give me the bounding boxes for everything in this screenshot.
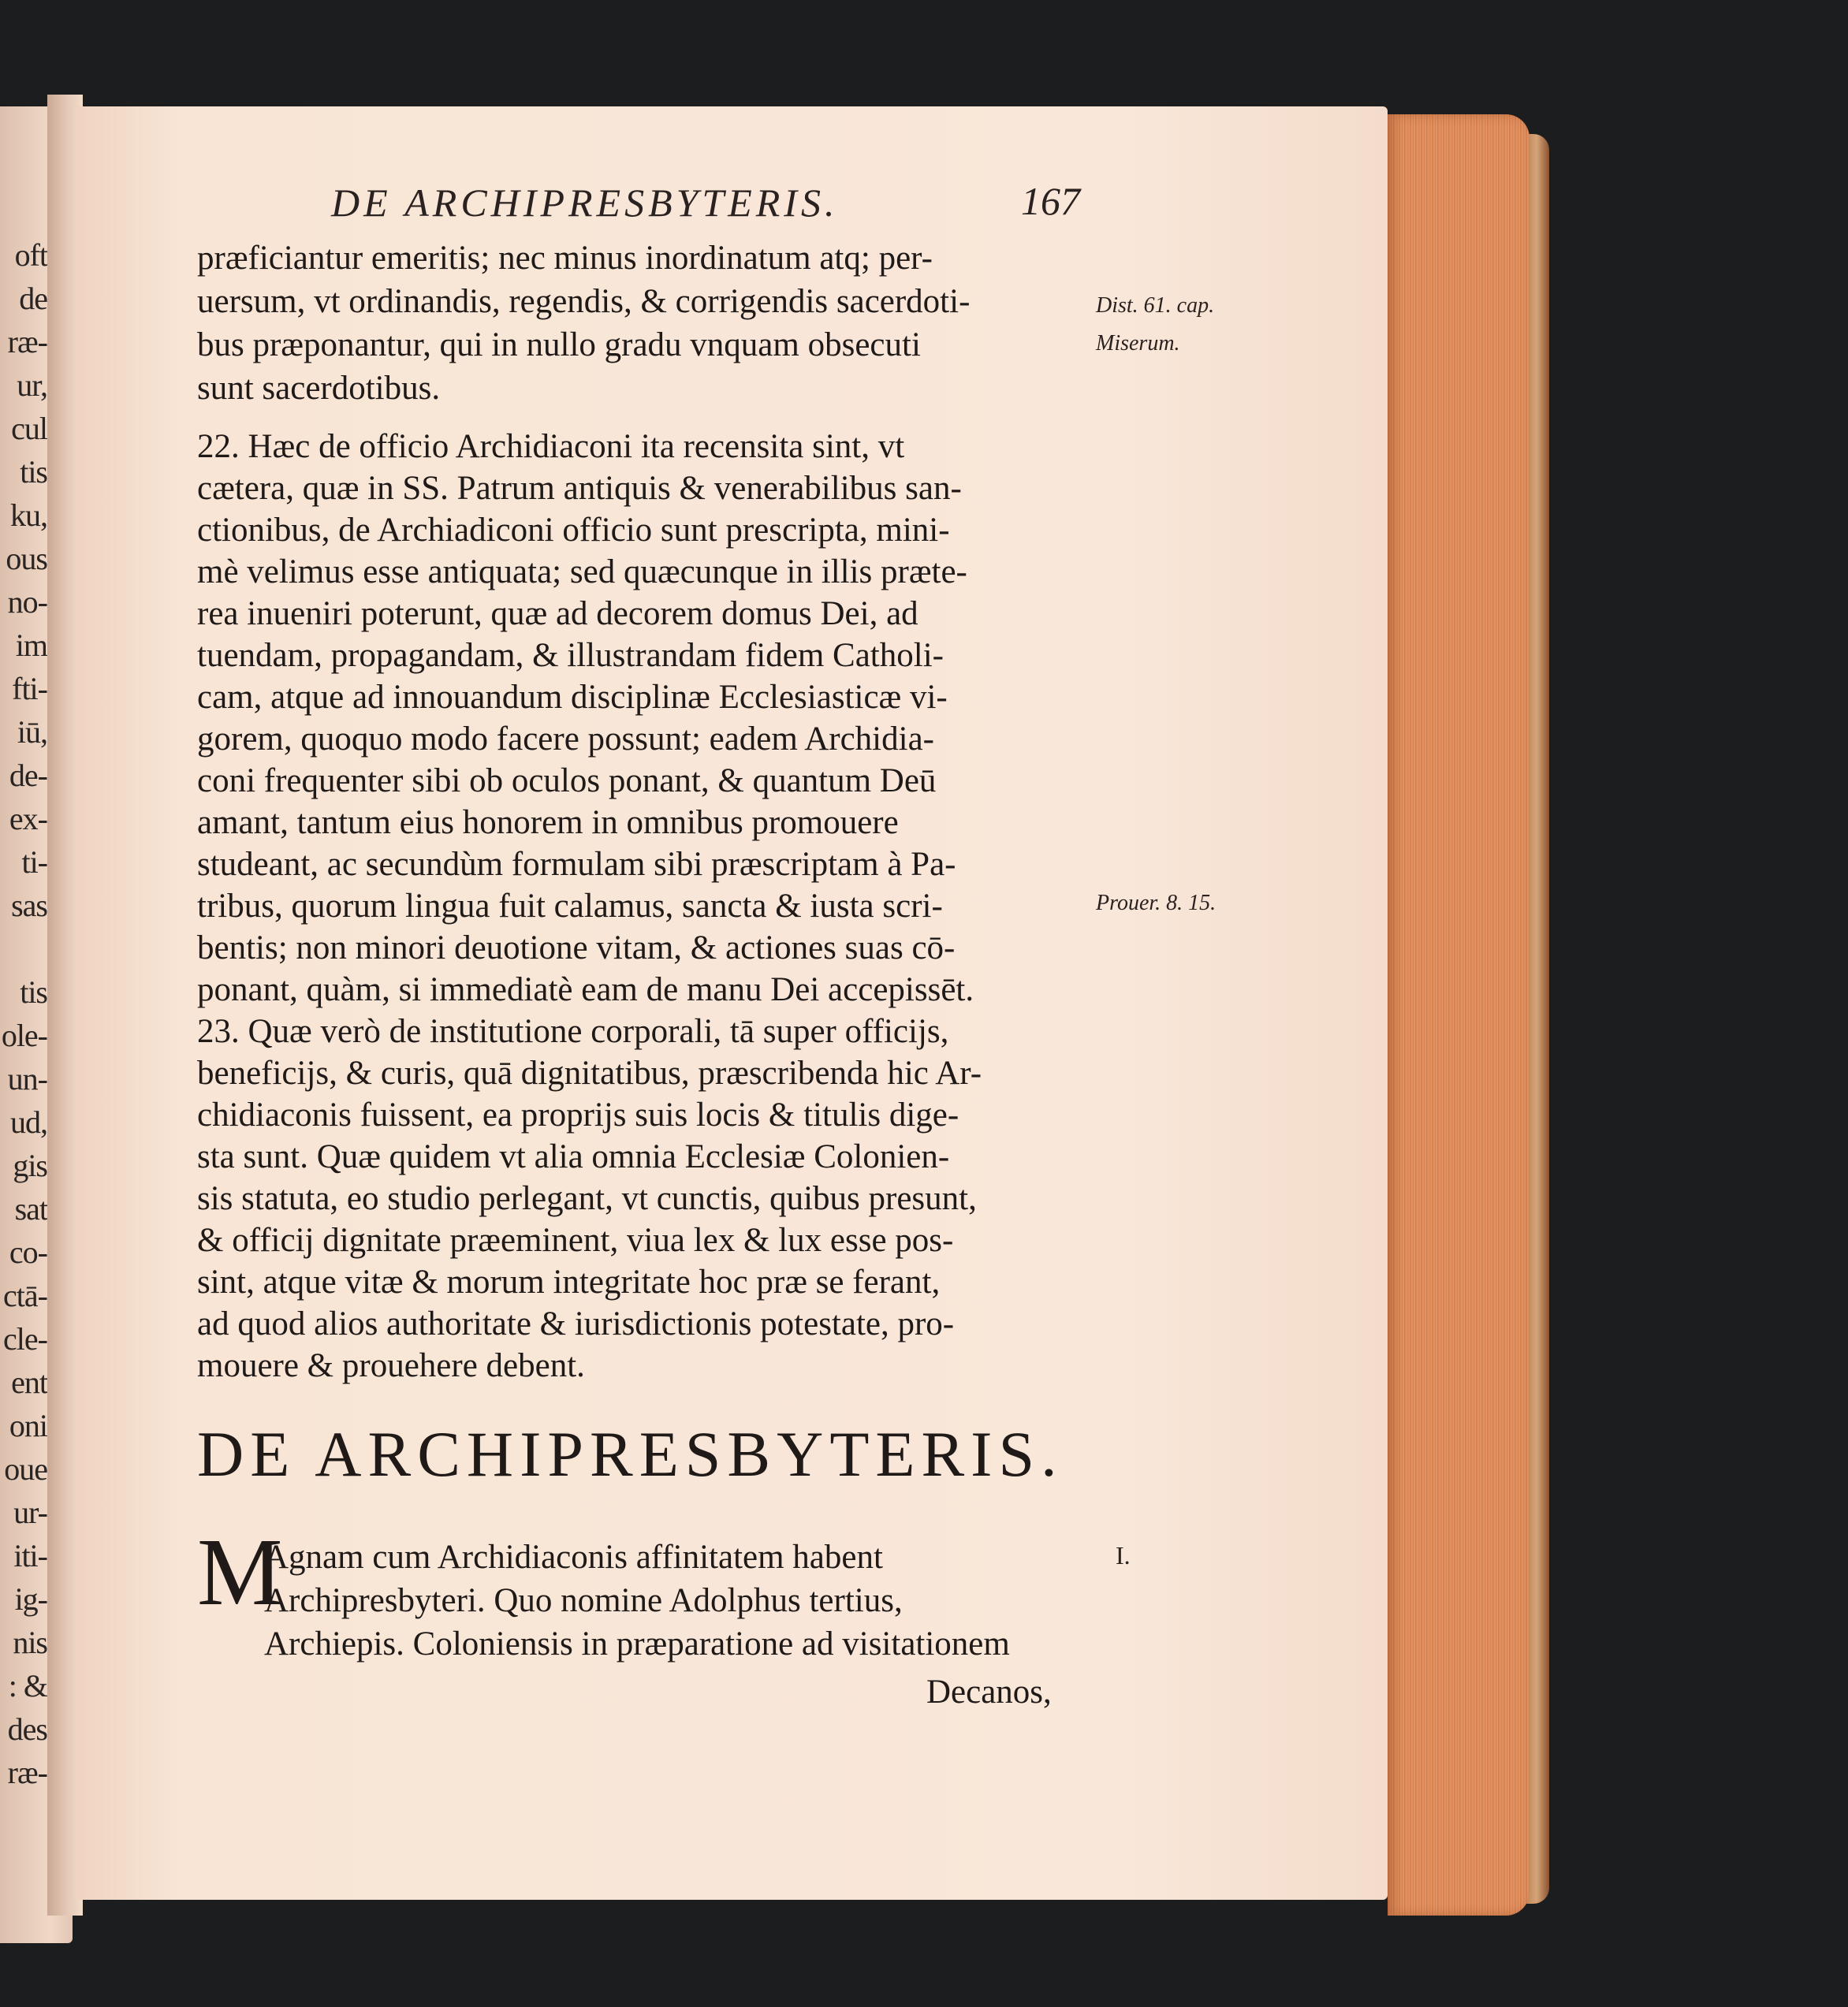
section-title: DE ARCHIPRESBYTERIS.: [197, 1418, 1064, 1490]
text-line: amant, tantum eius honorem in omnibus promouere: [197, 804, 899, 841]
left-page-fragment: co-: [9, 1234, 47, 1270]
left-page-fragment: sat: [14, 1191, 47, 1227]
margin-section-number: I.: [1116, 1541, 1131, 1569]
paragraph-archipresbyteri: [264, 1536, 1084, 1666]
left-page-fragment: des: [7, 1711, 47, 1747]
left-page-fragment: cul: [11, 411, 47, 446]
left-page-fragment: sas: [11, 888, 47, 923]
text-line: studeant, ac secundùm formulam sibi præscriptam à Pa-: [197, 846, 956, 883]
left-page-fragment: ræ-: [7, 324, 47, 359]
left-page-fragment: ent: [11, 1365, 47, 1400]
text-line: bentis; non minori deuotione vitam, & actiones suas cō-: [197, 929, 956, 966]
text-line: 22. Hæc de officio Archidiaconi ita recensita sint, vt: [197, 428, 905, 465]
left-page-fragment: : &: [8, 1668, 47, 1704]
left-page-fragment: de-: [9, 758, 47, 793]
text-line: mouere & prouehere debent.: [197, 1347, 585, 1384]
text-line: gorem, quoquo modo facere possunt; eadem Archidia-: [197, 721, 934, 758]
left-page-fragment: ig-: [14, 1581, 47, 1617]
drop-cap: M: [197, 1519, 283, 1625]
left-page-fragment: ctā-: [3, 1278, 47, 1313]
left-page-fragment: cle-: [3, 1321, 47, 1357]
left-page-fragment: oft: [14, 237, 47, 273]
text-line: cætera, quæ in SS. Patrum antiquis & venerabilibus san-: [197, 470, 962, 507]
text-line: cam, atque ad innouandum disciplinæ Ecclesiasticæ vi-: [197, 679, 948, 716]
paragraphs-22-23: [197, 426, 1088, 1387]
text-line: bus præponantur, qui in nullo gradu vnquam obsecuti: [197, 326, 921, 363]
text-line: sis statuta, eo studio perlegant, vt cunctis, quibus presunt,: [197, 1180, 977, 1217]
left-page-fragment: ti-: [21, 844, 47, 880]
text-line: sunt sacerdotibus.: [197, 370, 441, 407]
left-page-fragment: ur,: [17, 367, 47, 403]
left-page-fragment: iti-: [13, 1538, 47, 1573]
margin-note-prouer: Prouer. 8. 15.: [1096, 891, 1216, 915]
left-page-fragment: ud,: [10, 1104, 47, 1140]
text-line: coni frequenter sibi ob oculos ponant, & quantum Deū: [197, 762, 937, 799]
text-line: 23. Quæ verò de institutione corporali, tā super officijs,: [197, 1013, 949, 1050]
left-page-fragment: ex-: [9, 801, 47, 836]
left-page-fragment: ole-: [1, 1018, 47, 1053]
catchword: Decanos,: [926, 1674, 1052, 1711]
text-line: rea inueniri poterunt, quæ ad decorem domus Dei, ad: [197, 595, 918, 632]
text-line: ponant, quàm, si immediatè eam de manu Dei accepissēt.: [197, 971, 974, 1008]
text-line: sta sunt. Quæ quidem vt alia omnia Ecclesiæ Colonien-: [197, 1138, 950, 1175]
paragraph-continuation: [197, 236, 1088, 410]
running-head: DE ARCHIPRESBYTERIS.: [331, 181, 839, 225]
left-page-fragment: ur-: [13, 1495, 47, 1530]
text-line: uersum, vt ordinandis, regendis, & corrigendis sacerdoti-: [197, 283, 971, 320]
left-page-fragment: ræ-: [7, 1755, 47, 1790]
left-page-fragment: tis: [20, 974, 47, 1010]
text-line: ctionibus, de Archiadiconi officio sunt prescripta, mini-: [197, 512, 950, 549]
text-line: Archipresbyteri. Quo nomine Adolphus tertius,: [264, 1582, 903, 1619]
left-page-fragment: un-: [7, 1061, 47, 1097]
text-line: præficiantur emeritis; nec minus inordinatum atq; per-: [197, 240, 933, 277]
left-page-fragment: iū,: [17, 714, 47, 750]
text-line: Agnam cum Archidiaconis affinitatem habent: [264, 1539, 883, 1576]
text-line: tuendam, propagandam, & illustrandam fidem Catholi-: [197, 637, 944, 674]
text-line: beneficijs, & curis, quā dignitatibus, præscribenda hic Ar-: [197, 1055, 982, 1092]
left-page-fragment: oni: [9, 1408, 47, 1443]
page-number: 167: [1021, 179, 1080, 223]
text-line: ad quod alios authoritate & iurisdictionis potestate, pro-: [197, 1305, 955, 1342]
left-page-fragment: tis: [20, 454, 47, 490]
left-page-fragment: de: [19, 281, 47, 316]
left-page-fragment: oue: [4, 1451, 47, 1487]
left-page-fragment: ku,: [10, 497, 47, 533]
text-line: Archiepis. Coloniensis in præparatione ad visitationem: [264, 1625, 1010, 1663]
left-page-fragment: no-: [7, 584, 47, 620]
page-block-edge: [1388, 114, 1529, 1916]
left-page-fragment: fti-: [12, 671, 47, 706]
left-page-fragment: nis: [13, 1625, 47, 1660]
left-page-fragment: im: [15, 627, 47, 663]
margin-note-miserum: Miserum.: [1096, 331, 1180, 356]
text-line: mè velimus esse antiquata; sed quæcunque in illis præte-: [197, 553, 967, 590]
text-line: chidiaconis fuissent, ea proprijs suis locis & titulis dige-: [197, 1097, 959, 1134]
margin-note-dist: Dist. 61. cap.: [1096, 293, 1215, 318]
left-page-fragment: ous: [6, 541, 47, 576]
text-line: & officij dignitate præeminent, viua lex & lux esse pos-: [197, 1222, 954, 1259]
text-line: sint, atque vitæ & morum integritate hoc præ se ferant,: [197, 1264, 941, 1301]
text-line: tribus, quorum lingua fuit calamus, sancta & iusta scri-: [197, 888, 943, 925]
left-page-fragment: gis: [13, 1148, 47, 1183]
